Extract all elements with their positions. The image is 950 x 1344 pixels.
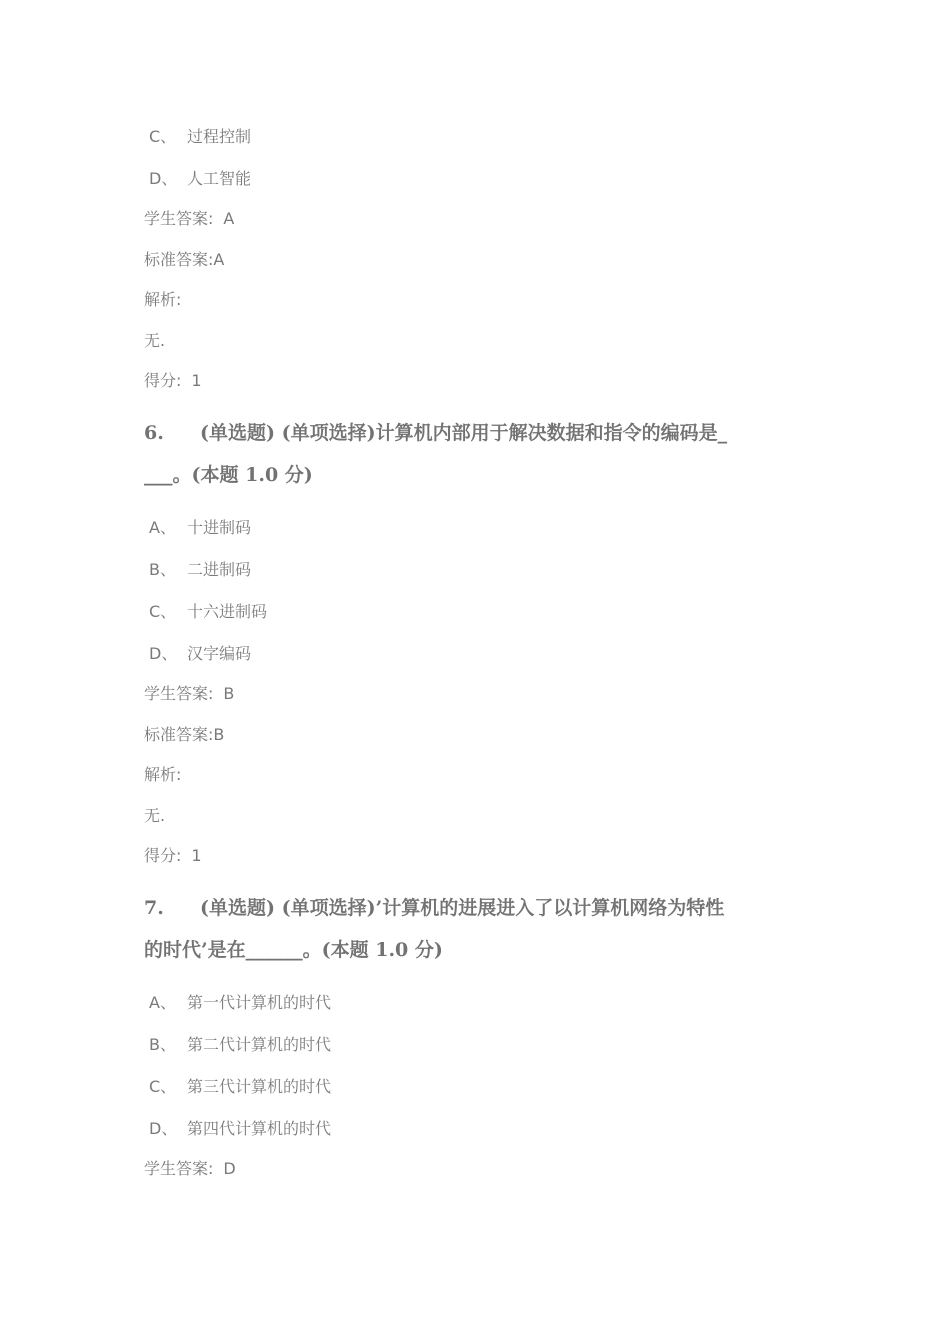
question-text-line2: 的时代’是在______。(本题 1.0 分)	[144, 939, 443, 961]
option-text: 汉字编码	[187, 644, 252, 663]
option-letter: D、	[149, 1119, 178, 1138]
question-text-line1: (单选题) (单项选择)计算机内部用于解决数据和指令的编码是_	[200, 422, 728, 444]
standard-answer	[144, 725, 224, 745]
standard-answer	[144, 250, 224, 270]
option-letter: C、	[149, 602, 177, 621]
option-a	[149, 993, 331, 1013]
option-d	[149, 169, 251, 189]
option-letter: C、	[149, 1077, 177, 1096]
score-value: 1	[191, 371, 202, 390]
score-label: 得分:	[144, 371, 182, 390]
option-letter: C、	[149, 127, 177, 146]
analysis-text: 无.	[144, 806, 166, 825]
score	[144, 846, 202, 866]
option-letter: A、	[149, 993, 176, 1012]
standard-answer-label: 标准答案:	[144, 250, 214, 269]
student-answer-value: A	[223, 209, 235, 228]
option-b	[149, 560, 251, 580]
standard-answer-value: A	[213, 250, 225, 269]
standard-answer-value: B	[213, 725, 225, 744]
student-answer-label: 学生答案:	[144, 1159, 214, 1178]
analysis-label: 解析:	[144, 290, 182, 309]
student-answer-value: B	[223, 684, 235, 703]
option-c	[149, 602, 267, 622]
option-text: 第二代计算机的时代	[187, 1035, 332, 1054]
option-b	[149, 1035, 331, 1055]
option-letter: A、	[149, 518, 176, 537]
score	[144, 371, 202, 391]
question-number: 7.	[144, 897, 164, 919]
option-letter: B、	[149, 1035, 176, 1054]
option-d	[149, 644, 251, 664]
option-text: 十六进制码	[187, 602, 268, 621]
option-letter: B、	[149, 560, 176, 579]
student-answer	[144, 684, 234, 704]
option-text: 二进制码	[187, 560, 252, 579]
question-title	[144, 897, 724, 919]
student-answer-label: 学生答案:	[144, 684, 214, 703]
question-number: 6.	[144, 422, 164, 444]
question-text-line2: ___。(本题 1.0 分)	[144, 464, 313, 486]
option-text: 十进制码	[187, 518, 252, 537]
option-letter: D、	[149, 169, 178, 188]
question-title	[144, 422, 727, 444]
question-text-line1: (单选题) (单项选择)’计算机的进展进入了以计算机网络为特性	[200, 897, 725, 919]
analysis-label: 解析:	[144, 765, 182, 784]
option-text: 人工智能	[187, 169, 252, 188]
student-answer-label: 学生答案:	[144, 209, 214, 228]
option-c	[149, 1077, 331, 1097]
option-text: 第一代计算机的时代	[187, 993, 332, 1012]
student-answer-value: D	[223, 1159, 236, 1178]
option-text: 第三代计算机的时代	[187, 1077, 332, 1096]
option-a	[149, 518, 251, 538]
student-answer	[144, 1159, 236, 1179]
option-c	[149, 127, 251, 147]
score-label: 得分:	[144, 846, 182, 865]
option-text: 第四代计算机的时代	[187, 1119, 332, 1138]
option-letter: D、	[149, 644, 178, 663]
option-text: 过程控制	[187, 127, 252, 146]
analysis-text: 无.	[144, 331, 166, 350]
student-answer	[144, 209, 234, 229]
option-d	[149, 1119, 331, 1139]
standard-answer-label: 标准答案:	[144, 725, 214, 744]
score-value: 1	[191, 846, 202, 865]
